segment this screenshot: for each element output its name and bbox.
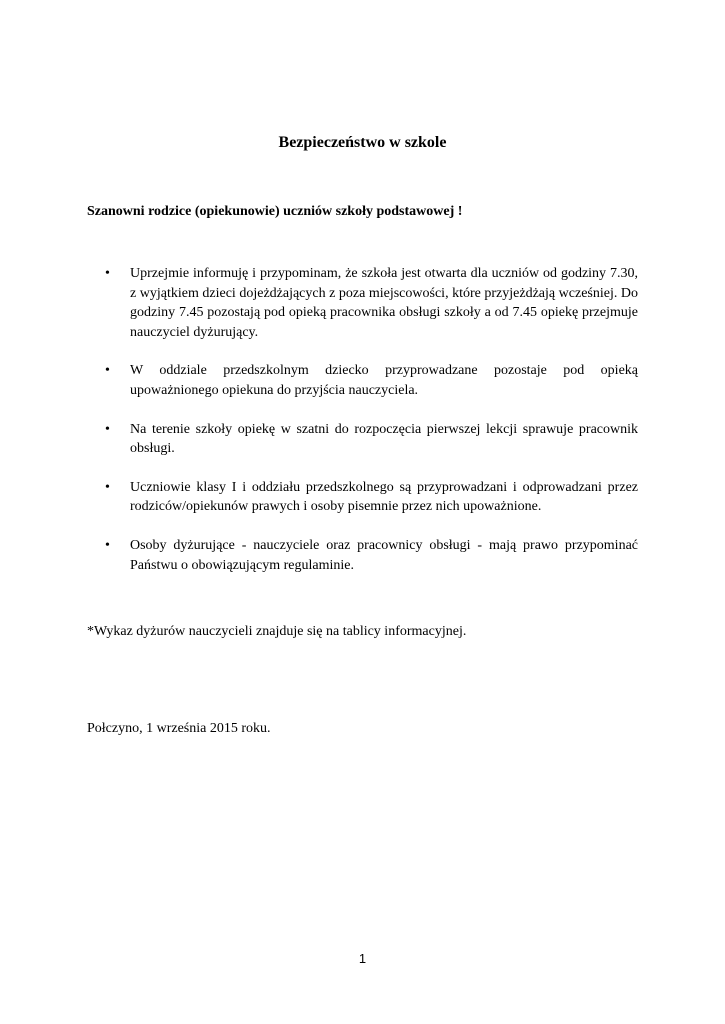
bullet-icon: • xyxy=(105,537,110,553)
bullet-icon: • xyxy=(105,266,110,281)
duty-list-note: *Wykaz dyżurów nauczycieli znajduje się na tablicy informacyjnej. xyxy=(87,624,467,639)
bullet-item xyxy=(87,420,638,459)
document-title: Bezpieczeństwo w szkole xyxy=(278,134,447,151)
bullet-list xyxy=(87,264,638,594)
bullet-icon: • xyxy=(105,479,110,495)
bullet-text: Na terenie szkoły opiekę w szatni do rozpoczęcia pierwszej lekcji sprawuje pracownik obsługi. xyxy=(130,421,638,457)
bullet-item xyxy=(87,264,638,342)
bullet-item xyxy=(87,478,638,517)
bullet-item xyxy=(87,361,638,400)
bullet-icon: • xyxy=(105,363,110,379)
place-date-line: Połczyno, 1 września 2015 roku. xyxy=(87,721,271,736)
bullet-text: W oddziale przedszkolnym dziecko przyprowadzane pozostaje pod opieką upoważnionego opiekuna do przyjścia nauczyciela. xyxy=(130,363,638,398)
bullet-text: Uczniowie klasy I i oddziału przedszkolnego są przyprowadzani i odprowadzani przez rodziców/opiekunów prawych i osoby pisemnie przez nich upoważnione. xyxy=(130,479,638,515)
greeting-heading: Szanowni rodzice (opiekunowie) uczniów szkoły podstawowej ! xyxy=(87,204,463,219)
bullet-text: Uprzejmie informuję i przypominam, że szkoła jest otwarta dla uczniów od godziny 7.30, z wyjątkiem dzieci dojeżdżających z poza miejscowości, które przyjeżdżają wcześniej. Do godziny 7.45 pozostają pod opieką pracownika obsługi szkoły a od 7.45 opiekę przejmuje nauczyciel dyżurujący. xyxy=(130,266,638,340)
bullet-icon: • xyxy=(105,421,110,437)
bullet-text: Osoby dyżurujące - nauczyciele oraz pracownicy obsługi - mają prawo przypominać Państwu o obowiązującym regulaminie. xyxy=(130,537,638,573)
bullet-item xyxy=(87,536,638,575)
page-number: 1 xyxy=(358,951,367,966)
